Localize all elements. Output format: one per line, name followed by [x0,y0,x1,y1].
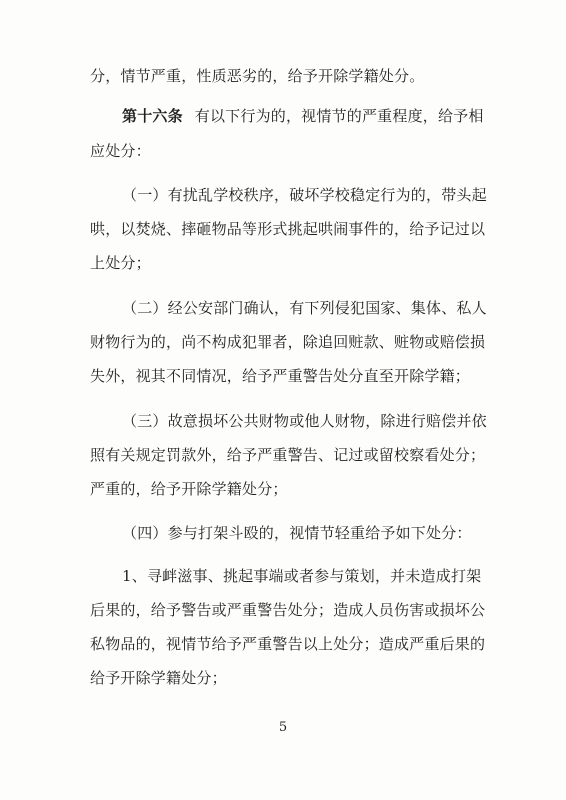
text-line: 哄，以焚烧、摔砸物品等形式挑起哄闹事件的，给予记过以 [90,220,486,238]
text-line: 给予开除学籍处分； [90,669,227,687]
article-heading: 第十六条 [122,107,183,125]
text-line: 照有关规定罚款外，给予严重警告、记过或留校察看处分； [90,446,486,464]
text-line: 财物行为的，尚不构成犯罪者，除追回赃款、赃物或赔偿损 [90,333,486,351]
text-line: （二）经公安部门确认，有下列侵犯国家、集体、私人 [122,299,487,317]
text-line: 1、寻衅滋事、挑起事端或者参与策划，并未造成打架 [122,567,482,585]
text-line: 失外，视其不同情况，给予严重警告处分直至开除学籍； [90,367,471,385]
text-line: 应处分： [90,142,151,160]
article-line [122,106,484,126]
text-line: 分，情节严重，性质恶劣的，给予开除学籍处分。 [90,67,425,85]
text-line: 严重的，给予开除学籍处分； [90,480,288,498]
article-text: 有以下行为的，视情节的严重程度，给予相 [194,107,484,125]
text-line: （四）参与打架斗殴的，视情节轻重给予如下处分： [122,524,472,542]
text-line: （三）故意损坏公共财物或他人财物，除进行赔偿并依 [122,412,487,430]
text-line: 后果的，给予警告或严重警告处分；造成人员伤害或损坏公 [90,601,486,619]
text-line: 私物品的，视情节给予严重警告以上处分；造成严重后果的 [90,635,486,653]
page-number: 5 [278,720,288,735]
text-line: 上处分； [90,254,151,272]
text-line: （一）有扰乱学校秩序，破坏学校稳定行为的，带头起 [122,186,487,204]
